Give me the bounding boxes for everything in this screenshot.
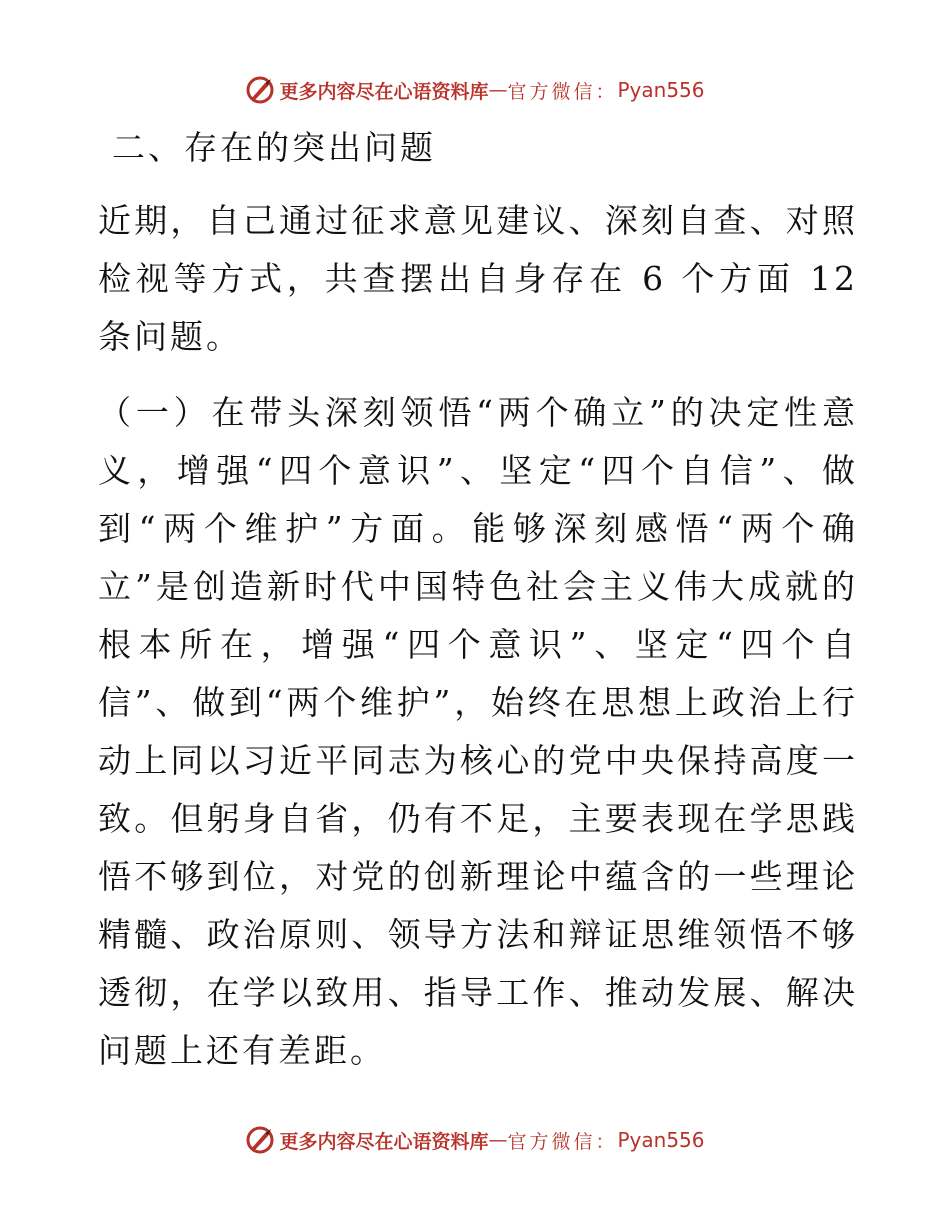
watermark-separator: — xyxy=(488,79,508,101)
watermark-official-label: 官方微信： xyxy=(507,1130,618,1153)
watermark-brand: 更多内容尽在心语资料库 xyxy=(279,1130,489,1153)
header-watermark xyxy=(0,70,950,110)
watermark-wechat-id: Pyan556 xyxy=(617,78,705,102)
paragraph-item-1: （一）在带头深刻领悟“两个确立”的决定性意义，增强“四个意识”、坚定“四个自信”、做到“两个维护”方面。能够深刻感悟“两个确立”是创造新时代中国特色社会主义伟大成就的根本所在，增强“四个意识”、坚定“四个自信”、做到“两个维护”，始终在思想上政治上行动上同以习近平同志为核心的党中央保持高度一致。但躬身自省，仍有不足，主要表现在学思践悟不够到位，对党的创新理论中蕴含的一些理论精髓、政治原则、领导方法和辩证思维领悟不够透彻，在学以致用、指导工作、推动发展、解决问题上还有差距。 xyxy=(98,393,858,1070)
watermark-official-label: 官方微信： xyxy=(507,80,618,103)
watermark-wechat-id: Pyan556 xyxy=(617,1128,705,1152)
section-heading: 二、存在的突出问题 xyxy=(112,128,436,167)
watermark-brand: 更多内容尽在心语资料库 xyxy=(279,80,489,103)
watermark-separator: — xyxy=(488,1129,508,1151)
document-body xyxy=(98,118,858,1080)
feather-pen-icon xyxy=(245,1125,275,1155)
paragraph-intro: 近期，自己通过征求意见建议、深刻自查、对照检视等方式，共查摆出自身存在 6 个方面 12 条问题。 xyxy=(98,201,858,356)
footer-watermark xyxy=(0,1120,950,1160)
feather-pen-icon xyxy=(245,75,275,105)
